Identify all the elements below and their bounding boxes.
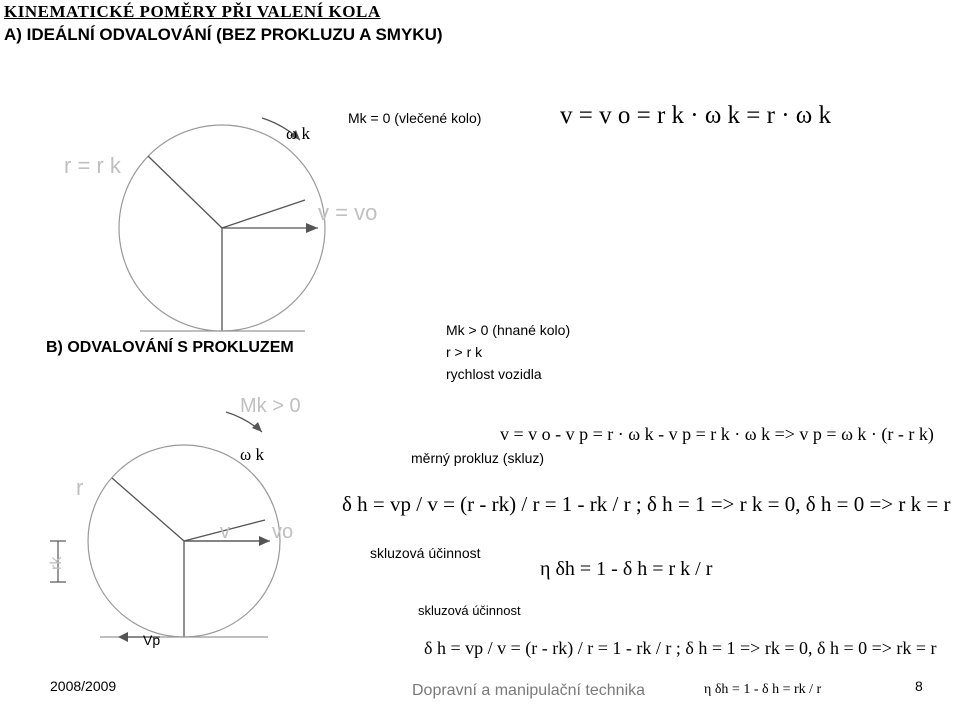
wheel-a-spoke-2 (222, 200, 305, 228)
velocity-label-a: v = vo (318, 200, 378, 225)
mk-label-b: Mk > 0 (240, 395, 301, 417)
slip-equation: δ h = vp / v = (r - rk) / r = 1 - rk / r ; δ h = 1 => r k = 0, δ h = 0 => r k = r (342, 492, 951, 516)
efficiency-label: skluzová účinnost (370, 545, 481, 561)
r-label-b: r (76, 475, 84, 500)
section-a-heading: A) IDEÁLNÍ ODVALOVÁNÍ (BEZ PROKLUZU A SMYKU) (4, 25, 443, 44)
wheel-b-spoke-1 (112, 478, 184, 541)
omega-label-b: ω k (240, 445, 264, 464)
r-note-b: r > r k (446, 344, 483, 360)
efficiency-equation: η δh = 1 - δ h = r k / r (540, 558, 713, 580)
rotation-arrowhead-icon (252, 422, 262, 432)
equation-a: v = v o = r k · ω k = r · ω k (560, 102, 832, 129)
vp-label: Vp (143, 632, 161, 648)
mk-note-a: Mk = 0 (vlečené kolo) (348, 110, 482, 126)
omega-label-a: ω k (286, 124, 310, 143)
footer-year: 2008/2009 (50, 678, 117, 694)
arrowhead-icon (259, 536, 270, 546)
slip-label: měrný prokluz (skluz) (411, 450, 545, 466)
section-b-heading: B) ODVALOVÁNÍ S PROKLUZEM (46, 339, 294, 356)
vo-label-b: vo (272, 521, 294, 543)
vp-arrowhead-icon (118, 632, 128, 642)
speed-note: rychlost vozidla (446, 366, 542, 382)
page-title: KINEMATICKÉ POMĚRY PŘI VALENÍ KOLA (4, 2, 381, 21)
radius-label-a: r = r k (64, 153, 121, 178)
efficiency-equation-2: η δh = 1 - δ h = rk / r (704, 682, 822, 697)
page-number: 8 (915, 678, 923, 694)
footer-course: Dopravní a manipulační technika (412, 682, 646, 699)
wheel-a-spoke-1 (148, 156, 222, 228)
slip-equation-2: δ h = vp / v = (r - rk) / r = 1 - rk / r ; δ h = 1 => rk = 0, δ h = 0 => rk = r (424, 638, 937, 658)
efficiency-label-2: skluzová účinnost (418, 603, 521, 618)
equation-b: v = v o - v p = r · ω k - v p = r k · ω k => v p = ω k · (r - r k) (500, 424, 934, 444)
v-label-b: v (220, 521, 230, 543)
rk-label-b: rk (48, 556, 65, 570)
arrowhead-icon (306, 223, 318, 233)
mk-note-b: Mk > 0 (hnané kolo) (446, 322, 571, 338)
